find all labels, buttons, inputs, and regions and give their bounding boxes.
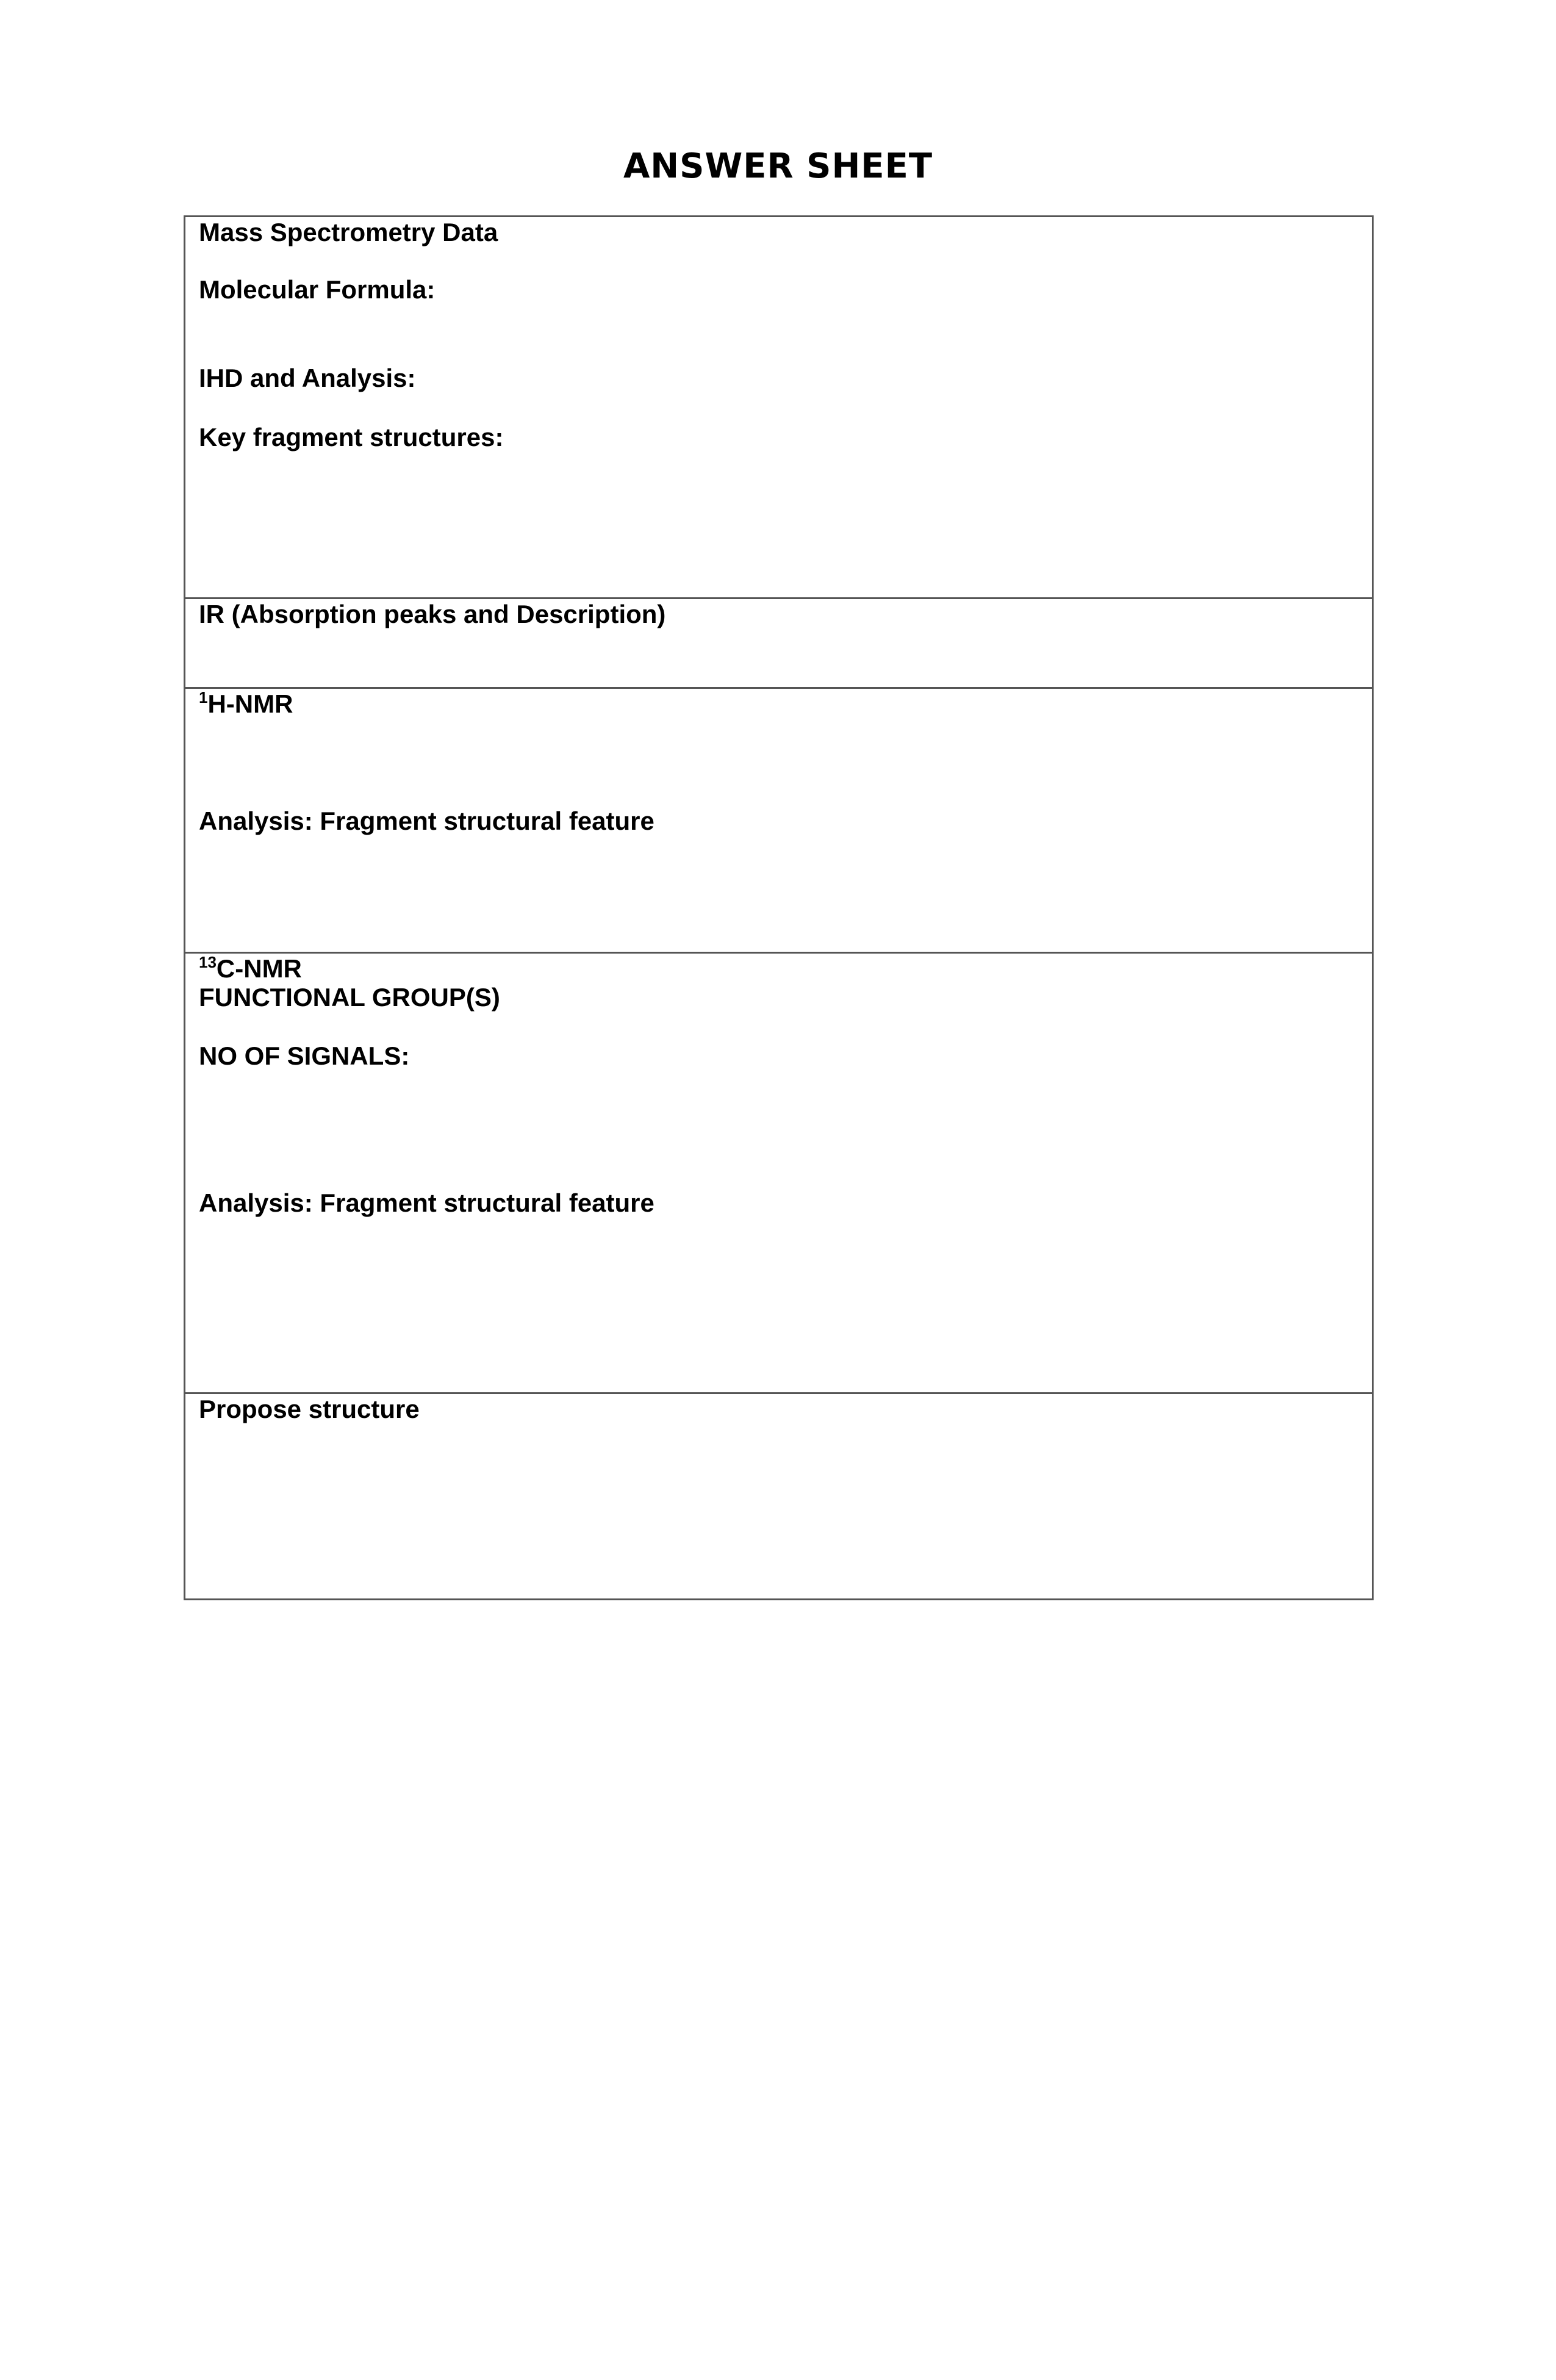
c-nmr-superscript: 13 <box>199 953 217 971</box>
c-nmr-heading-text: C-NMR <box>216 954 302 983</box>
c-nmr-analysis-label: Analysis: Fragment structural feature <box>199 1188 654 1217</box>
page-title: ANSWER SHEET <box>623 146 933 186</box>
c-nmr-section[interactable] <box>185 954 1372 1394</box>
propose-structure-heading: Propose structure <box>199 1395 420 1423</box>
h-nmr-heading-text: H-NMR <box>207 689 293 718</box>
answer-table <box>184 215 1374 1600</box>
h-nmr-superscript: 1 <box>199 688 208 706</box>
key-fragment-structures-label: Key fragment structures: <box>199 423 504 451</box>
ir-heading: IR (Absorption peaks and Description) <box>199 600 666 628</box>
h-nmr-heading <box>199 689 293 719</box>
propose-structure-section[interactable] <box>185 1394 1372 1598</box>
h-nmr-section[interactable] <box>185 689 1372 954</box>
h-nmr-analysis-label: Analysis: Fragment structural feature <box>199 807 654 835</box>
ihd-analysis-label: IHD and Analysis: <box>199 364 416 392</box>
molecular-formula-label: Molecular Formula: <box>199 275 436 304</box>
functional-groups-label: FUNCTIONAL GROUP(S) <box>199 983 500 1012</box>
mass-spectrometry-heading: Mass Spectrometry Data <box>199 218 498 246</box>
mass-spectrometry-section[interactable] <box>185 217 1372 599</box>
c-nmr-heading <box>199 954 302 984</box>
ir-section[interactable] <box>185 599 1372 689</box>
no-of-signals-label: NO OF SIGNALS: <box>199 1041 410 1070</box>
